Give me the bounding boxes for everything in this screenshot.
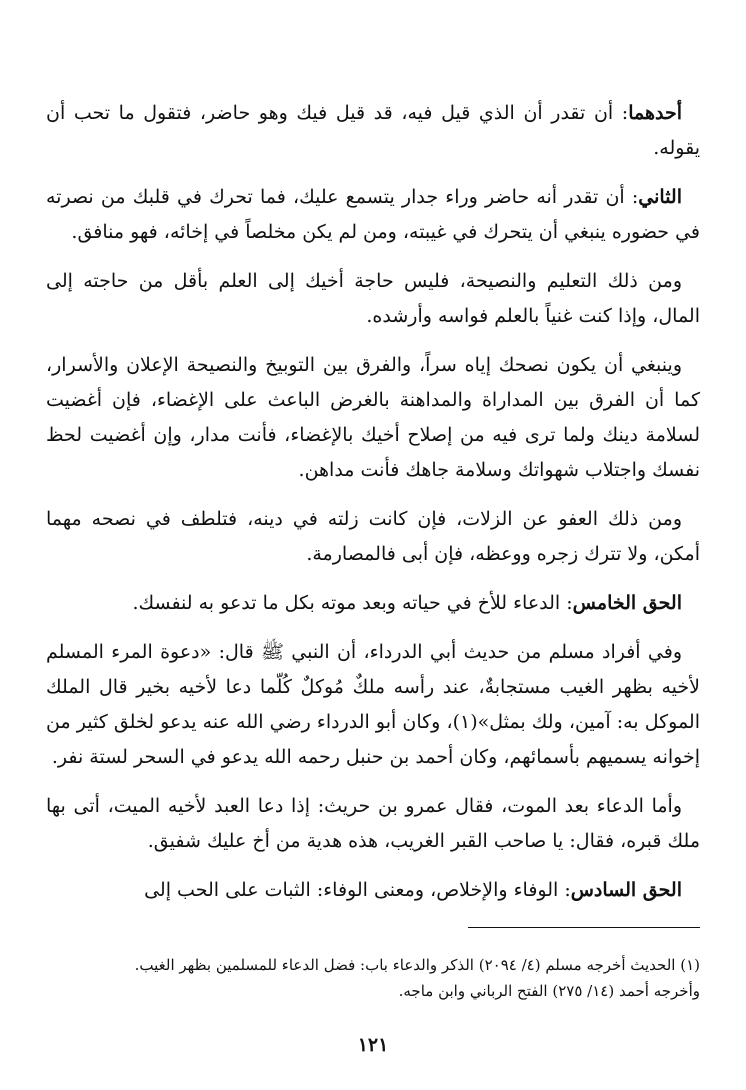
paragraph-text: : أن تقدر أن الذي قيل فيه، قد قيل فيك وهو حاضر، فتقول ما تحب أن يقوله. <box>46 102 700 159</box>
paragraph-text: : الوفاء والإخلاص، ومعنى الوفاء: الثبات على الحب إلى <box>144 879 571 901</box>
paragraph-text: : أن تقدر أنه حاضر وراء جدار يتسمع عليك، فما تحرك في قلبك من نصرته في حضوره ينبغي أن يتحرك في غيبته، ومن لم يكن مخلصاً في إخائه، فهو منافق. <box>46 186 700 243</box>
paragraph-lead: الحق السادس <box>570 879 682 901</box>
body-text <box>46 96 700 908</box>
paragraph-text: وفي أفراد مسلم من حديث أبي الدرداء، أن النبي ﷺ قال: «دعوة المرء المسلم لأخيه بظهر الغيب مستجابةٌ، عند رأسه ملكٌ مُوكلٌ كُلّما دعا لأخيه بخير قال الملك الموكل به: آمين، ولك بمثل»(١)، وكان أبو الدرداء رضي الله عنه يدعو لخلق كثير من إخوانه يسميهم بأسمائهم، وكان أحمد بن حنبل رحمه الله يدعو في السحر لستة نفر. <box>46 641 700 768</box>
footnote-1: (١) الحديث أخرجه مسلم (٤/ ٢٠٩٤) الذكر والدعاء باب: فضل الدعاء للمسلمين بظهر الغيب. <box>134 956 700 974</box>
paragraph-8 <box>46 789 700 859</box>
footnote-separator <box>468 927 700 928</box>
paragraph-1 <box>46 96 700 166</box>
paragraph-4 <box>46 348 700 488</box>
footnote-1-continuation: وأخرجه أحمد (١٤/ ٢٧٥) الفتح الرباني وابن ماجه. <box>398 982 700 1000</box>
paragraph-2 <box>46 180 700 250</box>
paragraph-text: ومن ذلك التعليم والنصيحة، فليس حاجة أخيك إلى العلم بأقل من حاجته إلى المال، وإذا كنت غنياً بالعلم فواسه وأرشده. <box>46 270 700 327</box>
paragraph-text: وينبغي أن يكون نصحك إياه سراً، والفرق بين التوبيخ والنصيحة الإعلان والأسرار، كما أن الفرق بين المداراة والمداهنة بالغرض الباعث على الإغضاء، فإن أغضيت لسلامة دينك ولما ترى فيه من إصلاح أخيك بالإغضاء، فأنت مدار، وإن أغضيت لحظ نفسك واجتلاب شهواتك وسلامة جاهك فأنت مداهن. <box>46 354 700 481</box>
footnotes <box>46 952 700 1004</box>
paragraph-lead: أحدهما <box>628 102 682 124</box>
page-number: ١٢١ <box>357 1034 389 1056</box>
paragraph-9 <box>46 873 700 908</box>
paragraph-text: وأما الدعاء بعد الموت، فقال عمرو بن حريث: إذا دعا العبد لأخيه الميت، أتى بها ملك قبره، فقال: يا صاحب القبر الغريب، هذه هدية من أخ عليك شفيق. <box>46 795 700 852</box>
paragraph-7 <box>46 635 700 775</box>
paragraph-text: : الدعاء للأخ في حياته وبعد موته بكل ما تدعو به لنفسك. <box>132 592 573 614</box>
paragraph-lead: الحق الخامس <box>572 592 682 614</box>
paragraph-6 <box>46 586 700 621</box>
paragraph-text: ومن ذلك العفو عن الزلات، فإن كانت زلته في دينه، فتلطف في نصحه مهما أمكن، ولا تترك زجره ووعظه، فإن أبى فالمصارمة. <box>46 508 700 565</box>
paragraph-3 <box>46 264 700 334</box>
paragraph-5 <box>46 502 700 572</box>
paragraph-lead: الثاني <box>638 186 682 208</box>
